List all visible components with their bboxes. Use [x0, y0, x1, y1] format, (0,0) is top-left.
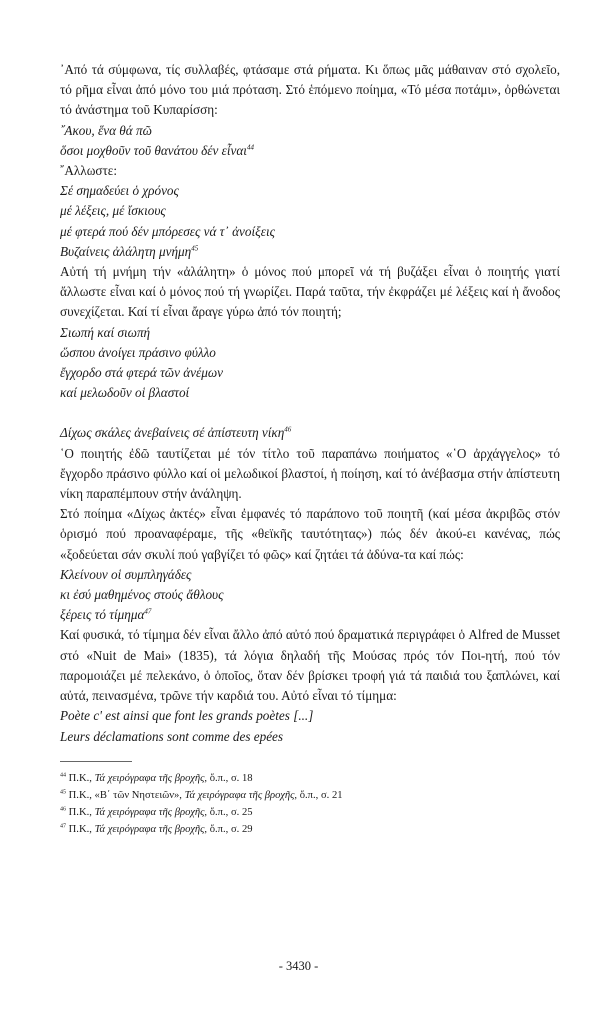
footnote-prefix: Π.Κ., «Β΄ τῶν Νηστειῶν»,: [68, 789, 185, 801]
poem-line: Σιωπή καί σιωπή: [60, 324, 151, 340]
poem-line: ὥσπου ἀνοίγει πράσινο φύλλο: [60, 344, 216, 360]
footnote-44: [60, 770, 560, 787]
footnote-number: 44: [60, 772, 66, 779]
poem-line: καί μελωδοῦν οἱ βλαστοί: [60, 385, 190, 401]
footnote-number: 45: [60, 789, 66, 796]
footnote-45: [60, 787, 560, 804]
footnote-title: Τά χειρόγραφα τῆς βροχῆς: [184, 789, 295, 801]
footnote-prefix: Π.Κ.,: [68, 823, 95, 835]
poem-line: Σέ σημαδεύει ὁ χρόνος: [60, 183, 179, 199]
footnote-ref[interactable]: 46: [284, 426, 292, 435]
footnote-suffix: , ὅ.π., σ. 25: [204, 806, 253, 818]
poem-line-text: Βυζαίνεις ἀλάλητη μνήμη: [60, 243, 192, 259]
footnote-title: Τά χειρόγραφα τῆς βροχῆς: [94, 823, 205, 835]
poem-line-text: ὅσοι μοχθοῦν τοῦ θανάτου δέν εἶναι: [60, 142, 247, 158]
paragraph-verbs: ᾿Από τά σύμφωνα, τίς συλλαβές, φτάσαμε στά ρήματα. Κι ὅπως μᾶς μάθαιναν στό σχολεῖο, τό ρῆμα εἶναι ἀπό μόνο του μιά πρόταση. Στό ἑπόμενο ποίημα, «Τό μέσα ποτάμι», ὀρθώνεται τό ἀνάστημα τοῦ Κυπαρίσση:: [60, 62, 560, 118]
footnote-number: 46: [60, 806, 66, 813]
footnote-47: [60, 821, 560, 838]
poem-line: [60, 242, 560, 262]
paragraph-memory: Αὐτή τή μνήμη τήν «ἀλάλητη» ὁ μόνος πού μπορεῖ νά τή βυζάξει εἶναι ὁ ποιητής γιατί ἄλλωστε εἶναι καί ὁ μόνος πού τή γνωρίζει. Παρά ταῦτα, τήν ἐκφράζει μέ λέξεις καί ἡ ἄνοδος συνεχίζεται. Καί τί εἶναι ἄραγε γύρω ἀπό τόν ποιητή;: [60, 264, 560, 320]
poem-line: κι ἐσύ μαθημένος στούς ἄθλους: [60, 587, 224, 603]
poem-line: ῎Ακου, ἕνα θά πῶ: [60, 122, 152, 138]
footnote-number: 47: [60, 823, 66, 830]
poem-line: [60, 423, 560, 443]
paragraph-musset: Καί φυσικά, τό τίμημα δέν εἶναι ἄλλο ἀπό αὐτό πού δραματικά περιγράφει ὁ Alfred de Musset στό «Nuit de Mai» (1835), τά λόγια δηλαδή τῆς Μούσας πρός τόν Ποι-ητή, πού τόν παρομοιάζει μέ πελεκάνο, ὁ ὁποῖος, ὅταν δέν βρίσκει τροφή γιά τά παιδιά του ξαπλώνει, καί αὐτά, πεινασμένα, τρῶνε τήν καρδιά του. Αὐτό εἶναι τό τίμημα:: [60, 627, 560, 704]
footnote-ref[interactable]: 44: [246, 143, 254, 152]
french-quote-line: Leurs déclamations sont comme des epées: [60, 728, 284, 744]
poem-line: [60, 141, 560, 161]
page-body: [60, 60, 560, 838]
allwste-line: ῎Αλλωστε:: [60, 163, 117, 179]
footnote-title: Τά χειρόγραφα τῆς βροχῆς: [94, 772, 205, 784]
poem-line-text: Δίχως σκάλες ἀνεβαίνεις σέ ἀπίστευτη νίκη: [60, 425, 285, 441]
poem-line: Κλείνουν οἱ συμπληγάδες: [60, 566, 192, 582]
footnote-prefix: Π.Κ.,: [68, 806, 95, 818]
footnote-46: [60, 804, 560, 821]
poem-line: μέ λέξεις, μέ ἴσκιους: [60, 203, 166, 219]
footnote-suffix: , ὅ.π., σ. 21: [294, 789, 343, 801]
footnote-ref[interactable]: 47: [144, 607, 152, 616]
footnote-divider: [60, 761, 132, 762]
paragraph-shoreless: Στό ποίημα «Δίχως ἀκτές» εἶναι ἐμφανές τό παράπονο τοῦ ποιητῆ (καί μέσα ἀκριβῶς στόν ὁρισμό πού προαναφέραμε, τῆς «θεϊκῆς ταυτότητας») πώς δέν ἀκού-ει κανένας, πώς «ξοδεύεται σάν σκυλί πού γαβγίζει τό φῶς» καί ζητάει τά ἀδύνα-τα καί πώς:: [60, 506, 560, 562]
poem-line: μέ φτερά πού δέν μπόρεσες νά τ᾿ ἀνοίξεις: [60, 223, 275, 239]
paragraph-archangel: ῾Ο ποιητής ἐδῶ ταυτίζεται μέ τόν τίτλο τοῦ παραπάνω ποιήματος «῾Ο ἀρχάγγελος» τό ἔγχορδο πράσινο φύλλο καί οἱ μελωδικοί βλαστοί, ἡ ποίηση, καί τό ἀνέβασμα στήν ἀπίστευτη νίκη παραπέμπουν στήν ἀνάληψη.: [60, 445, 560, 502]
poem-line: [60, 605, 560, 625]
french-quote-line: Poète c' est ainsi que font les grands poètes [...]: [60, 708, 314, 724]
footnote-suffix: , ὅ.π., σ. 18: [204, 772, 253, 784]
footnote-title: Τά χειρόγραφα τῆς βροχῆς: [94, 806, 205, 818]
poem-line: ἔγχορδο στά φτερά τῶν ἀνέμων: [60, 365, 224, 381]
page-number: - 3430 -: [278, 959, 319, 973]
poem-line-text: ξέρεις τό τίμημα: [60, 607, 145, 623]
stanza-gap: [60, 403, 560, 423]
footnote-suffix: , ὅ.π., σ. 29: [204, 823, 253, 835]
footnote-ref[interactable]: 45: [191, 244, 199, 253]
footnote-prefix: Π.Κ.,: [68, 772, 95, 784]
